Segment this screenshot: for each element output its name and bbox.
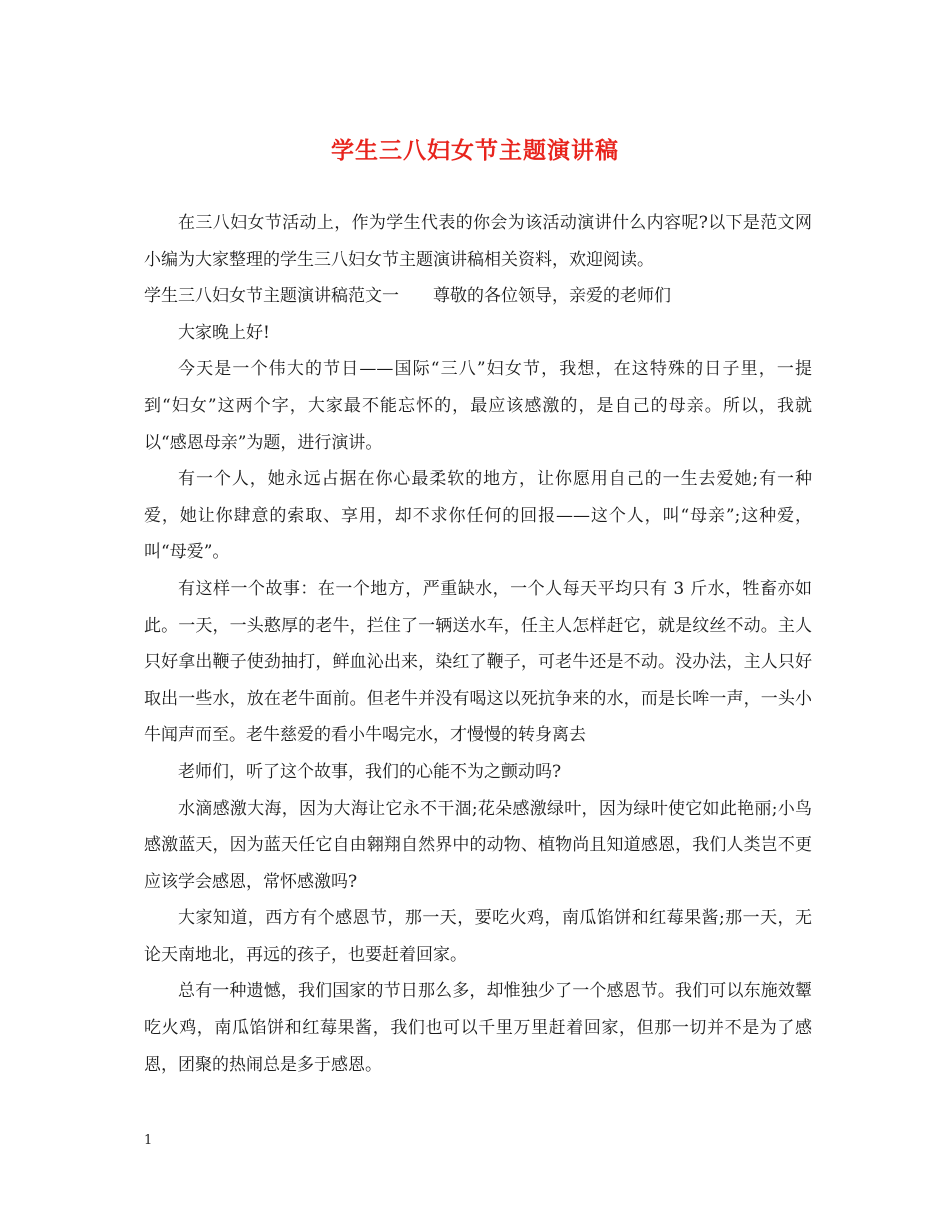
body-paragraph: 老师们，听了这个故事，我们的心能不为之颤动吗? [178,761,562,782]
page-number: 1 [144,1133,153,1148]
document-title: 学生三八妇女节主题演讲稿 [331,137,619,164]
body-paragraph: 有一个人，她永远占据在你心最柔软的地方，让你愿用自己的一生去爱她;有一种爱，她让你肆意的索取、享用，却不求你任何的回报——这个人，叫“母亲”;这种爱，叫“母爱”。 [144,469,812,563]
body-paragraph: 水滴感激大海，因为大海让它永不干涸;花朵感激绿叶，因为绿叶使它如此艳丽;小鸟感激蓝天，因为蓝天任它自由翱翔自然界中的动物、植物尚且知道感恩，我们人类岂不更应该学会感恩，常怀感激吗? [144,798,812,892]
body-paragraph: 总有一种遗憾，我们国家的节日那么多，却惟独少了一个感恩节。我们可以东施效颦吃火鸡，南瓜馅饼和红莓果酱，我们也可以千里万里赶着回家，但那一切并不是为了感恩，团聚的热闹总是多于感恩。 [144,981,812,1075]
section-heading-line: 学生三八妇女节主题演讲稿范文一 尊敬的各位领导，亲爱的老师们 [144,286,671,307]
body-paragraph: 今天是一个伟大的节日——国际“三八”妇女节，我想，在这特殊的日子里，一提到“妇女”这两个字，大家最不能忘怀的，最应该感激的，是自己的母亲。所以，我就以“感恩母亲”为题，进行演讲。 [144,359,812,453]
greeting-paragraph: 大家晚上好! [178,322,270,343]
story-paragraph: 有这样一个故事：在一个地方，严重缺水，一个人每天平均只有 3 斤水，牲畜亦如此。一天，一头憨厚的老牛，拦住了一辆送水车，任主人怎样赶它，就是纹丝不动。主人只好拿出鞭子使劲抽打，鲜血沁出来，染红了鞭子，可老牛还是不动。没办法，主人只好取出一些水，放在老牛面前。但老牛并没有喝这以死抗争来的水，而是长哞一声，一头小牛闻声而至。老牛慈爱的看小牛喝完水，才慢慢的转身离去 [144,578,812,746]
intro-paragraph: 在三八妇女节活动上，作为学生代表的你会为该活动演讲什么内容呢?以下是范文网小编为大家整理的学生三八妇女节主题演讲稿相关资料，欢迎阅读。 [144,213,812,270]
document-body [144,205,812,1083]
body-paragraph: 大家知道，西方有个感恩节，那一天，要吃火鸡，南瓜馅饼和红莓果酱;那一天，无论天南地北，再远的孩子，也要赶着回家。 [144,908,812,965]
